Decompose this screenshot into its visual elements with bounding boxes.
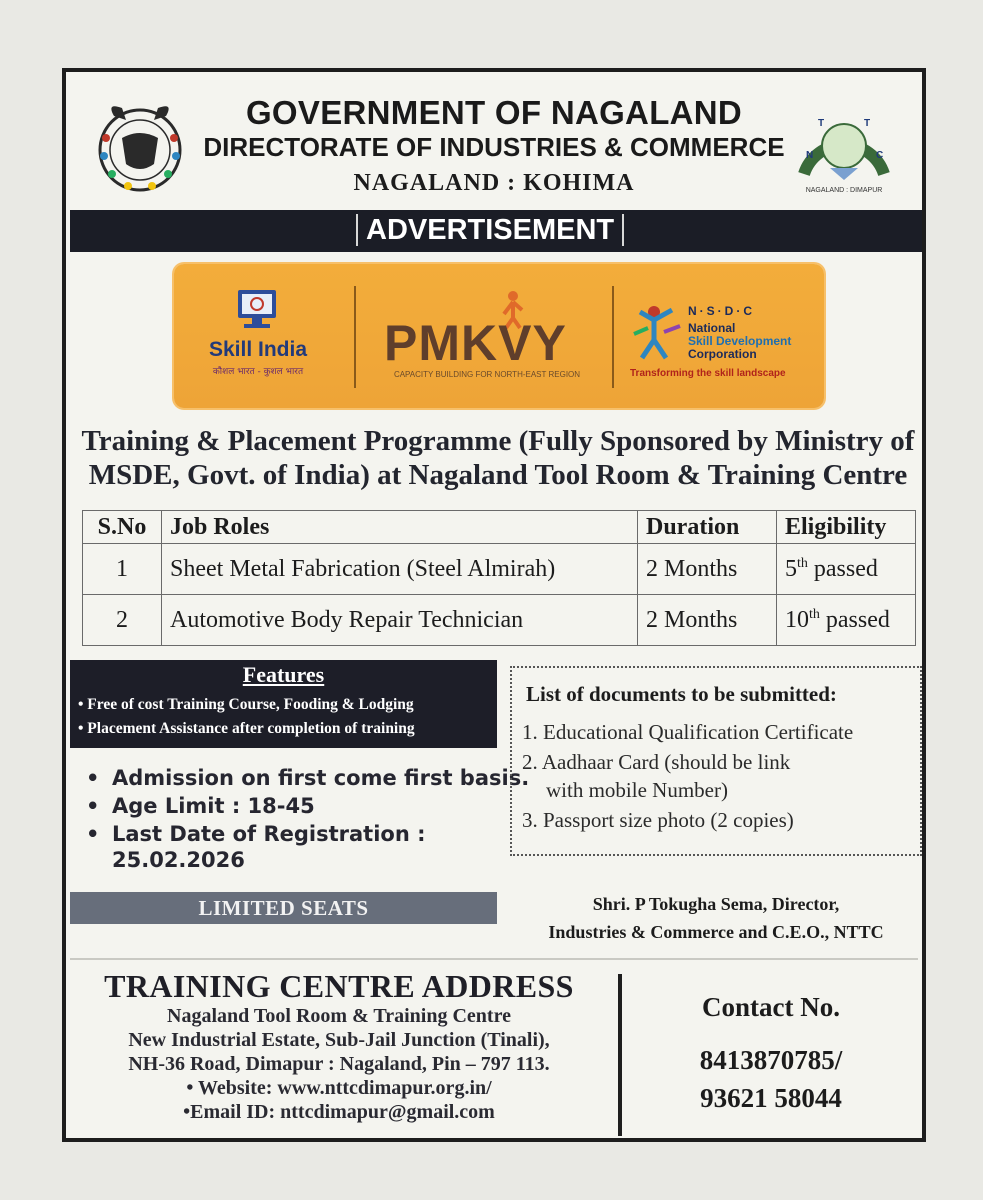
document-item: 3. Passport size photo (2 copies) [522,808,794,832]
cell-duration: 2 Months [638,544,777,595]
cell-role: Automotive Body Repair Technician [162,595,638,646]
nsdc-tagline: Transforming the skill landscape [630,368,786,379]
cell-duration: 2 Months [638,595,777,646]
programme-title [76,424,920,492]
cell-sno: 1 [83,544,162,595]
signatory-line-2: Industries & Commerce and C.E.O., NTTC [548,922,884,942]
registration-date: 25.02.2026 [112,848,245,872]
limited-seats-bar [70,892,497,924]
documents-box [510,666,922,856]
nsdc-abbreviation: N·S·D·C [688,304,755,318]
header-job-roles: Job Roles [162,511,638,544]
table-row [83,595,916,646]
programme-title-line-1: Training & Placement Programme (Fully Sponsored by Ministry of [81,425,915,457]
programme-title-line-2: MSDE, Govt. of India) at Nagaland Tool Room & Training Centre [88,459,908,491]
cell-eligibility [777,544,916,595]
nsdc-line-1: National [688,321,736,335]
skill-india-text: Skill India [208,338,308,361]
feature-item: • Placement Assistance after completion of training [78,720,415,737]
highlight-item [86,848,245,872]
advertisement-frame [62,68,926,1142]
table-row [83,544,916,595]
job-roles-table [82,510,916,646]
website-line[interactable]: • Website: www.nttcdimapur.org.in/ [186,1077,492,1099]
table-header-row [83,511,916,544]
location-line: NAGALAND : KOHIMA [353,170,635,196]
address-line: New Industrial Estate, Sub-Jail Junction (Tinali), [128,1029,550,1051]
address-line: Nagaland Tool Room & Training Centre [167,1005,511,1027]
highlight-item: • Age Limit : 18-45 [86,794,315,818]
government-title: GOVERNMENT OF NAGALAND [245,94,743,131]
eligibility-suffix: th [797,555,808,571]
highlight-text: Admission on first come first basis. [112,766,530,790]
divider [70,958,918,960]
nsdc-line-3: Corporation [688,347,757,361]
skill-india-tagline: कौशल भारत - कुशल भारत [212,367,304,377]
email-line[interactable]: •Email ID: nttcdimapur@gmail.com [183,1101,495,1123]
contact-number[interactable]: 93621 58044 [700,1083,842,1113]
signatory [506,890,926,946]
banner-divider [612,286,614,388]
svg-text:T: T [864,118,871,129]
documents-title: List of documents to be submitted: [526,682,837,706]
address-line: NH-36 Road, Dimapur : Nagaland, Pin – 797 113. [128,1053,550,1075]
banner-divider [354,286,356,388]
svg-text:N: N [806,150,814,161]
cell-eligibility [777,595,916,646]
pmkvy-wordmark: PMKVY [384,315,567,371]
highlight-text: Last Date of Registration : [112,822,426,846]
pmkvy-tagline: CAPACITY BUILDING FOR NORTH-EAST REGION [393,370,581,379]
signatory-line-1: Shri. P Tokugha Sema, Director, [592,894,840,914]
cell-role: Sheet Metal Fabrication (Steel Almirah) [162,544,638,595]
header-sno: S.No [83,511,162,544]
features-title: Features [242,662,325,687]
skill-india-logo [188,284,328,384]
svg-text:C: C [876,150,884,161]
highlight-text: Age Limit : 18-45 [112,794,315,818]
vertical-divider [618,974,622,1136]
document-item: 2. Aadhaar Card (should be link [522,750,791,774]
advertisement-bar [70,210,922,252]
svg-text:T: T [818,118,825,129]
eligibility-word: passed [825,606,890,633]
highlight-item: • Last Date of Registration : [86,822,426,846]
address-heading: TRAINING CENTRE ADDRESS [104,968,574,1004]
computer-icon [234,288,280,332]
advertisement-label: ADVERTISEMENT [356,214,624,246]
nttc-caption: NAGALAND : DIMAPUR [805,187,883,194]
sponsor-banner [174,264,824,408]
training-centre-address [66,968,612,1124]
eligibility-suffix: th [809,606,820,622]
limited-seats-label: LIMITED SEATS [198,896,369,920]
contact-number[interactable]: 8413870785/ [699,1045,843,1075]
feature-item: • Free of cost Training Course, Fooding & Lodging [78,696,414,713]
nsdc-figure-icon [630,304,684,360]
eligibility-number: 10 [785,606,809,633]
document-item: 1. Educational Qualification Certificate [522,720,854,744]
features-box [70,660,497,748]
directorate-title: DIRECTORATE OF INDUSTRIES & COMMERCE [203,132,785,162]
eligibility-number: 5 [785,555,797,582]
contact-block [646,992,896,1117]
header-eligibility: Eligibility [777,511,916,544]
eligibility-word: passed [813,555,878,582]
highlight-item: • Admission on first come first basis. [86,766,530,790]
header-duration: Duration [638,511,777,544]
nsdc-line-2: Skill Development [688,334,792,348]
document-item-continued: with mobile Number) [546,778,728,802]
contact-heading: Contact No. [702,992,840,1022]
cell-sno: 2 [83,595,162,646]
